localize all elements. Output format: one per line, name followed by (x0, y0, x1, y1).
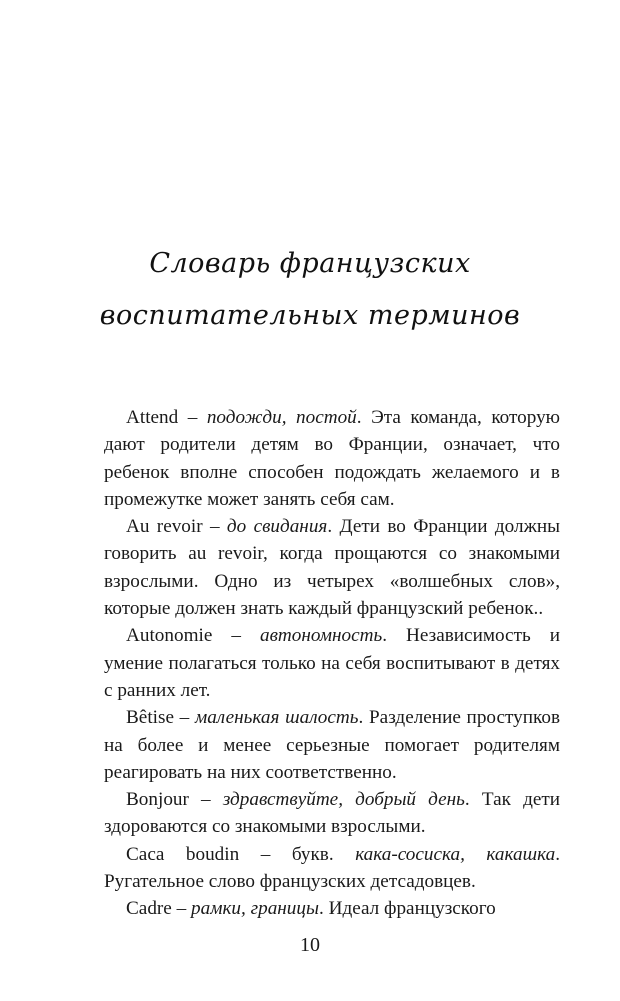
entry-definition: . Независимость и умение полагаться только на себя воспитывают в детях с ранних лет. (104, 625, 560, 701)
entry-definition: . Эта команда, которую дают родители детям во Франции, означает, что ребенок вполне способен подождать желаемого и в промежутке может занять себя сам. (104, 407, 561, 510)
glossary-entry-autonomie (104, 622, 560, 704)
entry-translation: здравствуйте, добрый день (222, 789, 465, 811)
glossary-entry-betise (104, 704, 560, 786)
entry-translation: подожди, постой (206, 407, 357, 428)
entry-dash: – (202, 516, 227, 538)
glossary-entry-cadre (104, 895, 560, 922)
entry-translation: кака-сосиска, какашка (355, 843, 556, 865)
entry-term: Attend (126, 407, 179, 428)
entry-definition: . Идеал французского (319, 898, 496, 920)
entry-definition: . Так дети здороваются со знакомыми взрослыми. (104, 789, 561, 838)
entry-dash: – (239, 843, 292, 865)
section-title (0, 238, 620, 342)
entry-term: Bêtise (126, 707, 174, 729)
entry-dash: – (178, 407, 207, 428)
entry-translation: маленькая шалость (194, 707, 359, 729)
entry-definition: . Дети во Франции должны говорить au revoir, когда прощаются со знакомыми взрослыми. Одно из четырех «волшебных слов», которые должен знать каждый французский ребенок.. (104, 516, 561, 620)
entry-dash: – (173, 707, 195, 729)
glossary-body (104, 404, 560, 923)
glossary-entry-bonjour (104, 786, 560, 841)
entry-dash: – (171, 898, 192, 920)
entry-translation: до свидания (226, 516, 328, 538)
title-line-1: Словарь французских (149, 248, 471, 279)
entry-definition: . Ругательное слово французских детсадовцев. (104, 843, 560, 893)
glossary-entry-au-revoir (104, 513, 560, 622)
page-number: 10 (300, 934, 320, 956)
entry-prefix: букв. (291, 843, 334, 865)
entry-term: Cadre (126, 898, 172, 920)
entry-translation: рамки, границы (191, 898, 319, 920)
entry-dash: – (188, 789, 223, 811)
entry-dash: – (212, 625, 260, 647)
entry-term: Au revoir (126, 516, 203, 538)
entry-term: Caca boudin (126, 843, 240, 865)
entry-term: Bonjour (126, 789, 189, 811)
title-line-2: воспитательных терминов (99, 300, 521, 331)
entry-definition: . Разделение проступков на более и менее серьезные помогает родителям реагировать на них соответственно. (104, 707, 561, 783)
glossary-entry-caca-boudin (104, 841, 560, 896)
entry-translation: автономность (259, 625, 383, 647)
entry-term: Autonomie (126, 625, 213, 647)
glossary-entry-attend (104, 404, 560, 513)
